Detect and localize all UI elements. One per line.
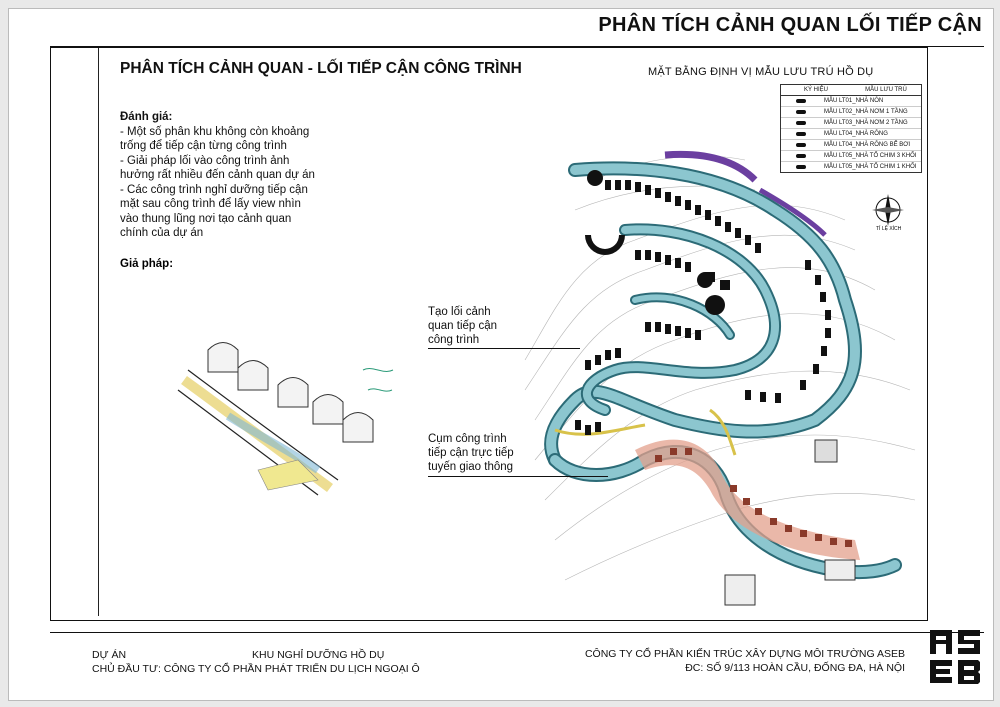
callout-line: Cụm công trình [428, 433, 507, 445]
investor-line: CHỦ ĐẦU TƯ: CÔNG TY CỔ PHẦN PHÁT TRIỂN DU LỊCH NGOẠI Ô [92, 663, 420, 675]
legend-label: MẪU LT04_NHÀ RÔNG BỂ BƠI [824, 142, 911, 148]
callout-cluster [428, 432, 514, 474]
legend-symbol [781, 132, 821, 136]
bottom-rule [50, 632, 984, 633]
legend-col-type: MẪU LƯU TRÚ [865, 87, 907, 93]
legend-row [781, 151, 921, 162]
panel-title: PHÂN TÍCH CẢNH QUAN - LỐI TIẾP CẬN CÔNG TRÌNH [120, 60, 522, 77]
callout-line: công trình [428, 334, 480, 346]
callout-line: quan tiếp cận [428, 320, 498, 332]
legend-symbol [781, 110, 821, 114]
project-label: DỰ ÁN [92, 649, 127, 661]
legend-symbol [781, 165, 821, 169]
legend-symbol [781, 154, 821, 158]
legend-row [781, 96, 921, 107]
legend-symbol [781, 99, 821, 103]
callout-access [428, 305, 497, 347]
evaluation-line: mặt sau công trình để lấy view nhìn [120, 198, 301, 210]
legend-row [781, 140, 921, 151]
legend-label: MẪU LT05_NHÀ TỔ CHIM 3 KHỐI [824, 153, 917, 159]
legend-row [781, 107, 921, 118]
legend-label: MẪU LT02_NHÀ NƠM 1 TẦNG [824, 109, 908, 115]
evaluation-line: trống để tiếp cận từng công trình [120, 140, 287, 152]
callout-line: Tạo lối cảnh [428, 306, 491, 318]
evaluation-heading: Đánh giá: [120, 111, 173, 123]
footer-company-info [585, 647, 905, 675]
legend-row [781, 162, 921, 172]
project-value: KHU NGHỈ DƯỠNG HỒ DỤ [252, 649, 385, 661]
callout-line: tiếp cận trực tiếp [428, 447, 514, 459]
legend-header [781, 85, 921, 96]
company-name: CÔNG TY CỔ PHẦN KIẾN TRÚC XÂY DỰNG MÔI TRƯỜNG ASEB [584, 648, 905, 660]
north-arrow-icon [868, 190, 908, 230]
evaluation-block [120, 110, 350, 241]
sheet-title: PHÂN TÍCH CẢNH QUAN LỐI TIẾP CẬN [598, 14, 982, 36]
callout-leader [428, 476, 608, 477]
footer-project-info [92, 648, 420, 676]
scale-label: TỈ LỆ XÍCH [876, 226, 902, 232]
legend-label: MẪU LT05_NHÀ TỔ CHIM 1 KHỐI [824, 164, 917, 170]
evaluation-line: chính của dự án [120, 227, 204, 239]
evaluation-line: vào thung lũng nơi tạo cảnh quan [120, 212, 292, 225]
callout-leader [428, 348, 580, 349]
legend-row [781, 129, 921, 140]
callout-line: tuyến giao thông [428, 461, 514, 473]
solution-sketch [118, 330, 408, 500]
legend-col-symbol: KÝ HIỆU [803, 87, 828, 93]
evaluation-line: - Một số phân khu không còn khoảng [120, 125, 310, 138]
map-legend [780, 84, 922, 173]
evaluation-line: - Giải pháp lối vào công trình ảnh [120, 154, 290, 167]
legend-symbol [781, 121, 821, 125]
map-title: MẶT BẰNG ĐỊNH VỊ MẪU LƯU TRÚ HỒ DỤ [648, 66, 874, 78]
legend-label: MẪU LT03_NHÀ NƠM 2 TẦNG [824, 120, 908, 126]
legend-row [781, 118, 921, 129]
evaluation-line: hưởng rất nhiều đến cảnh quan dự án [120, 169, 315, 181]
solution-heading: Giả pháp: [120, 258, 174, 270]
company-address: ĐC: SỐ 9/113 HOÀN CẦU, ĐỐNG ĐA, HÀ NỘI [685, 662, 905, 674]
legend-label: MẪU LT04_NHÀ RÔNG [824, 131, 888, 137]
legend-label: MẪU LT01_NHÀ NÓN [824, 98, 884, 104]
evaluation-line: - Các công trình nghỉ dưỡng tiếp cận [120, 183, 308, 196]
legend-symbol [781, 143, 821, 147]
aseb-logo [928, 628, 982, 686]
